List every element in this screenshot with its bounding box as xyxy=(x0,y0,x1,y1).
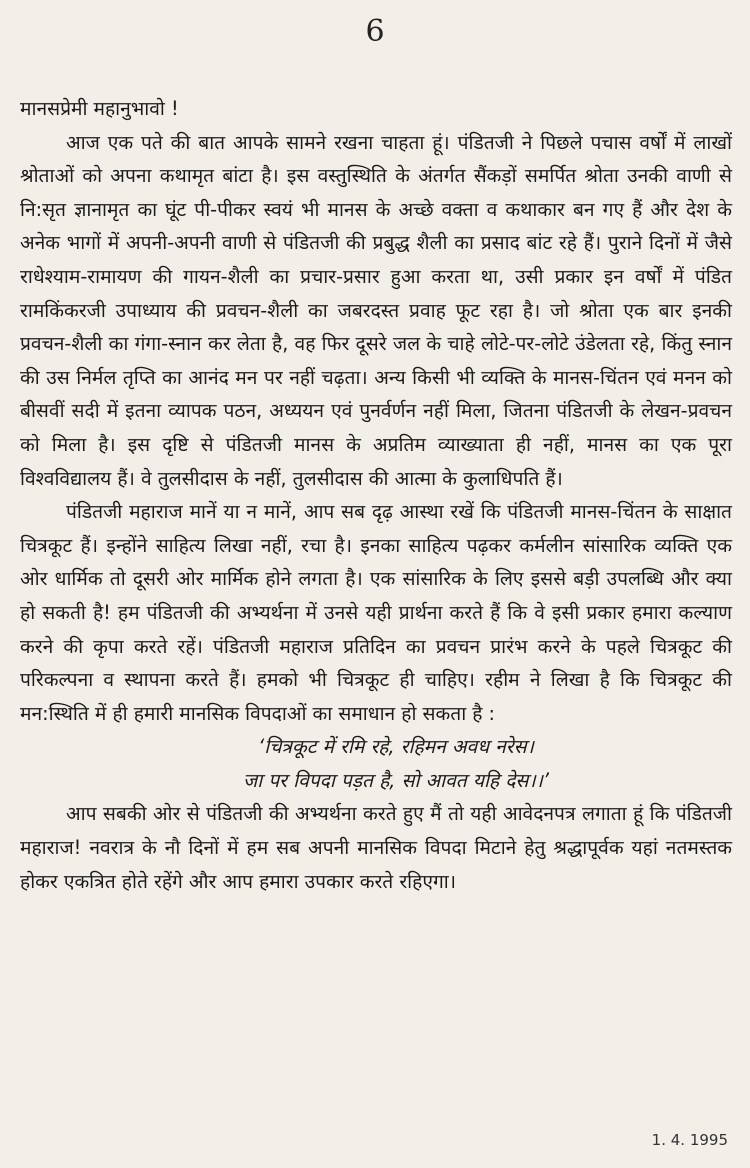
date: 1. 4. 1995 xyxy=(651,1131,728,1149)
closing-paragraph: आप सबकी ओर से पंडितजी की अभ्यर्थना करते हुए मैं तो यही आवेदनपत्र लगाता हूं कि पंडितजी महाराज! नवरात्र के नौ दिनों में हम सब अपनी मानसिक विपदा मिटाने हेतु श्रद्धापूर्वक यहां नतमस्तक होकर एकत्रित होते रहेंगे और आप हमारा उपकार करते रहिएगा। xyxy=(20,802,732,893)
salutation: मानसप्रेमी महानुभावो ! xyxy=(20,97,179,120)
letter-body xyxy=(20,92,732,898)
paragraph-1: आज एक पते की बात आपके सामने रखना चाहता हूं। पंडितजी ने पिछले पचास वर्षों में लाखों श्रोताओं को अपना कथामृत बांटा है। इस वस्तुस्थिति के अंतर्गत सैंकड़ों समर्पित श्रोता उनकी वाणी से नि:सृत ज्ञानामृत का घूंट पी-पीकर स्वयं भी मानस के अच्छे वक्ता व कथाकार बन गए हैं और देश के अनेक भागों में अपनी-अपनी वाणी से पंडितजी की प्रबुद्ध शैली का प्रसाद बांट रहे हैं। पुराने दिनों में जैसे राधेश्याम-रामायण की गायन-शैली का प्रचार-प्रसार हुआ करता था, उसी प्रकार इन वर्षों में पंडित रामकिंकरजी उपाध्याय की प्रवचन-शैली का जबरदस्त प्रवाह फूट रहा है। जो श्रोता एक बार इनकी प्रवचन-शैली का गंगा-स्नान कर लेता है, वह फिर दूसरे जल के चाहे लोटे-पर-लोटे उंडेलता रहे, किंतु स्नान की उस निर्मल तृप्ति का आनंद मन पर नहीं चढ़ता। अन्य किसी भी व्यक्ति के मानस-चिंतन एवं मनन को बीसवीं सदी में इतना व्यापक पठन, अध्ययन एवं पुनर्वर्णन नहीं मिला, जितना पंडितजी के लेखन-प्रवचन को मिला है। इस दृष्टि से पंडितजी मानस के अप्रतिम व्याख्याता ही नहीं, मानस का एक पूरा विश्वविद्यालय हैं। वे तुलसीदास के नहीं, तुलसीदास की आत्मा के कुलाधिपति हैं। xyxy=(20,130,732,490)
verse-line-2: जा पर विपदा पड़त है, सो आवत यहि देस।।’ xyxy=(242,768,550,792)
verse-line-1: ‘चित्रकूट में रमि रहे, रहिमन अवध नरेस। xyxy=(258,735,534,759)
page-number: 6 xyxy=(365,14,385,49)
paragraph-2: पंडितजी महाराज मानें या न मानें, आप सब दृढ़ आस्था रखें कि पंडितजी मानस-चिंतन के साक्षात चित्रकूट हैं। इन्होंने साहित्य लिखा नहीं, रचा है। इनका साहित्य पढ़कर कर्मलीन सांसारिक व्यक्ति एक ओर धार्मिक तो दूसरी ओर मार्मिक होने लगता है। एक सांसारिक के लिए इससे बड़ी उपलब्धि और क्या हो सकती है! हम पंडितजी की अभ्यर्थना में उनसे यही प्रार्थना करते हैं कि वे इसी प्रकार हमारा कल्याण करने की कृपा करते रहें। पंडितजी महाराज प्रतिदिन का प्रवचन प्रारंभ करने के पहले चित्रकूट की परिकल्पना व स्थापना करते हैं। हमको भी चित्रकूट ही चाहिए। रहीम ने लिखा है कि चित्रकूट की मन:स्थिति में ही हमारी मानसिक विपदाओं का समाधान हो सकता है : xyxy=(20,500,732,725)
